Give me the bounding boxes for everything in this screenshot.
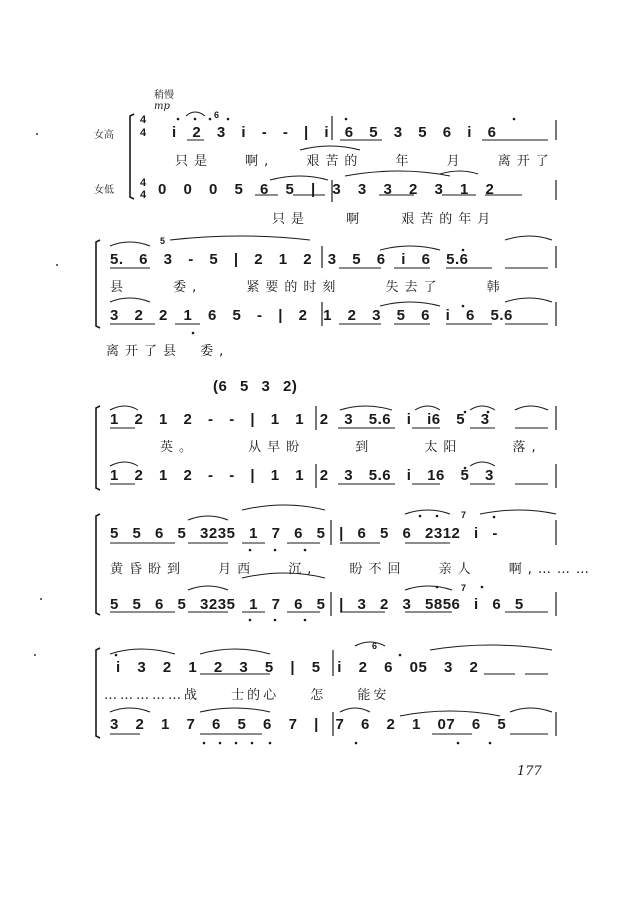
grace-note: 7 xyxy=(461,583,467,593)
system-4-lower-notes: 5 5 6 5 3235 1 7 6 5 | 3 2 3 5856 i 6 5 xyxy=(110,596,524,613)
system-bracket xyxy=(96,406,100,490)
system-1-lower-notes: 0 0 0 5 6 5 | 3 3 3 2 3 1 2 xyxy=(158,181,495,198)
system-3-cue-notes: (6 5 3 2) xyxy=(213,378,298,395)
system-2-lower-notes: 3 2 2 1 6 5 - | 2 1 2 3 5 6 i 6 5.6 xyxy=(110,307,513,324)
page-number: 177 xyxy=(517,764,542,779)
time-signature-top: 4 xyxy=(140,114,147,126)
time-signature-bottom: 4 xyxy=(140,127,147,139)
time-signature-bottom: 4 xyxy=(140,189,147,201)
system-bracket xyxy=(96,240,100,328)
system-1-upper-lyrics: 只是 啊, 艰苦的 年 月 离开了 xyxy=(175,154,555,169)
part-label-alto: 女低 xyxy=(94,185,114,196)
system-1-upper-notes: i 2 3 i - - | i 6 5 3 5 6 i 6 xyxy=(172,124,497,141)
system-1-lower-lyrics: 只是 啊 艰苦的年月 xyxy=(272,212,497,227)
system-2-upper-lyrics: 县 委, 紧要的时刻 失去了 韩 xyxy=(110,280,506,295)
system-3-upper-lyrics: 英。 从早盼 到 太阳 落, xyxy=(160,440,542,455)
part-label-soprano: 女高 xyxy=(94,130,114,141)
system-5-upper-lyrics: ……………战 士的心 怎 能安 xyxy=(104,688,390,703)
scan-speck xyxy=(56,264,58,266)
system-4-upper-notes: 5 5 6 5 3235 1 7 6 5 | 6 5 6 2312 i - xyxy=(110,525,498,542)
scan-speck xyxy=(34,654,36,656)
system-3-upper-notes: 1 2 1 2 - - | 1 1 2 3 5.6 i i6 5 3 xyxy=(110,411,490,428)
system-2-upper-notes: 5. 6 3 - 5 | 2 1 2 3 5 6 i 6 5.6 xyxy=(110,251,469,268)
system-2-lower-lyrics: 离开了县 委, xyxy=(106,344,230,359)
grace-note: 6 xyxy=(372,641,378,651)
scan-speck xyxy=(40,598,42,600)
grace-note: 7 xyxy=(461,510,467,520)
time-signature-top: 4 xyxy=(140,177,147,189)
system-5-upper-notes: i 3 2 1 2 3 5 | 5 i 2 6 05 3 2 xyxy=(116,659,479,676)
grace-note: 5 xyxy=(160,236,166,246)
dynamic-marking: mp xyxy=(154,101,170,112)
tempo-marking: 稍慢 xyxy=(154,90,174,101)
system-bracket xyxy=(130,114,134,199)
scan-speck xyxy=(36,133,38,135)
system-5-lower-notes: 3 2 1 7 6 5 6 7 | 7 6 2 1 07 6 5 xyxy=(110,716,507,733)
system-4-upper-lyrics: 黄昏盼到 月西 沉, 盼不回 亲人 啊,……… xyxy=(110,562,595,577)
system-bracket xyxy=(96,514,100,615)
system-bracket xyxy=(96,648,100,738)
system-3-lower-notes: 1 2 1 2 - - | 1 1 2 3 5.6 i 16 5 3 xyxy=(110,467,494,484)
grace-note: 6 xyxy=(214,110,220,120)
